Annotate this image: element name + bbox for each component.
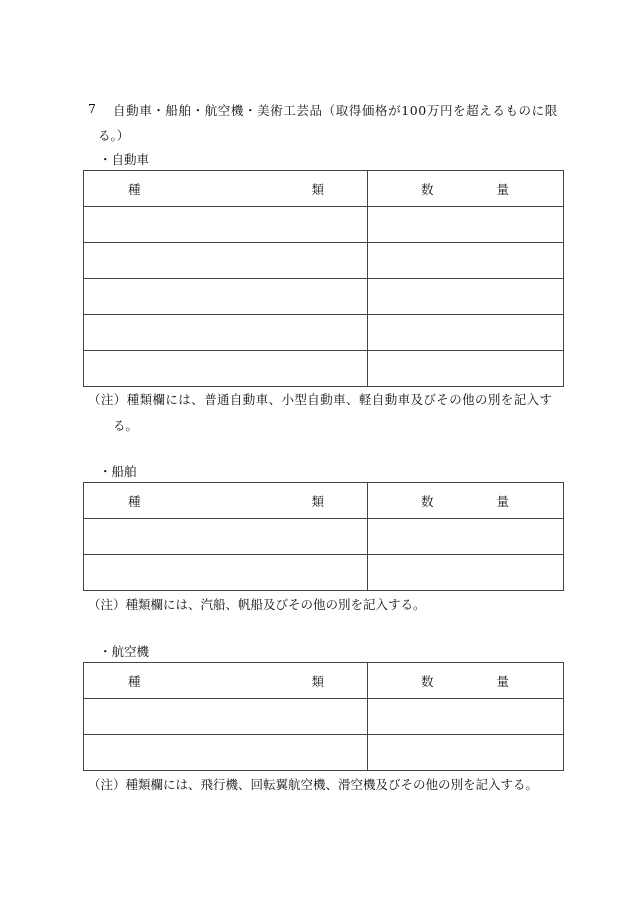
- table-row: [84, 735, 564, 771]
- table-row: [84, 243, 564, 279]
- kind-header-char1: 種: [128, 493, 141, 509]
- table-header-row: [84, 663, 564, 699]
- ship-note: （注）種類欄には、汽船、帆船及びその他の別を記入する。: [88, 597, 426, 612]
- section-title-car: ・自動車: [99, 152, 150, 167]
- quantity-header-char2: 量: [496, 493, 509, 509]
- kind-header-char2: 類: [311, 493, 324, 509]
- kind-cell[interactable]: [84, 315, 368, 351]
- car-note-line1: （注）種類欄には、普通自動車、小型自動車、軽自動車及びその他の別を記入す: [88, 392, 553, 407]
- quantity-header-cell: [368, 663, 564, 699]
- kind-cell[interactable]: [84, 519, 368, 555]
- car-note-line2: る。: [113, 418, 139, 433]
- kind-cell[interactable]: [84, 207, 368, 243]
- table-row: [84, 351, 564, 387]
- kind-cell[interactable]: [84, 351, 368, 387]
- quantity-cell[interactable]: [368, 519, 564, 555]
- heading-number: 7: [88, 101, 96, 116]
- kind-cell[interactable]: [84, 279, 368, 315]
- table-row: [84, 207, 564, 243]
- kind-cell[interactable]: [84, 555, 368, 591]
- heading-text-line2: る。）: [98, 128, 130, 143]
- quantity-header-char1: 数: [421, 673, 434, 689]
- section-title-ship: ・船舶: [99, 464, 137, 479]
- quantity-cell[interactable]: [368, 243, 564, 279]
- kind-cell[interactable]: [84, 699, 368, 735]
- kind-header-char1: 種: [128, 673, 141, 689]
- quantity-cell[interactable]: [368, 351, 564, 387]
- kind-header-char2: 類: [311, 181, 324, 197]
- car-table: [83, 170, 564, 387]
- quantity-cell[interactable]: [368, 279, 564, 315]
- table-row: [84, 315, 564, 351]
- table-row: [84, 699, 564, 735]
- table-row: [84, 555, 564, 591]
- kind-cell[interactable]: [84, 735, 368, 771]
- heading-text-line1: 自動車・船舶・航空機・美術工芸品（取得価格が100万円を超えるものに限: [113, 103, 558, 118]
- aircraft-note: （注）種類欄には、飛行機、回転翼航空機、滑空機及びその他の別を記入する。: [88, 777, 539, 792]
- table-header-row: [84, 483, 564, 519]
- kind-header-cell: [84, 483, 368, 519]
- quantity-header-cell: [368, 483, 564, 519]
- quantity-header-char1: 数: [421, 493, 434, 509]
- table-row: [84, 279, 564, 315]
- quantity-header-char2: 量: [496, 181, 509, 197]
- aircraft-table: [83, 662, 564, 771]
- ship-table: [83, 482, 564, 591]
- section-title-aircraft: ・航空機: [99, 644, 150, 659]
- kind-cell[interactable]: [84, 243, 368, 279]
- quantity-header-cell: [368, 171, 564, 207]
- quantity-cell[interactable]: [368, 735, 564, 771]
- kind-header-cell: [84, 171, 368, 207]
- quantity-cell[interactable]: [368, 555, 564, 591]
- quantity-cell[interactable]: [368, 207, 564, 243]
- kind-header-cell: [84, 663, 368, 699]
- table-header-row: [84, 171, 564, 207]
- kind-header-char1: 種: [128, 181, 141, 197]
- quantity-cell[interactable]: [368, 315, 564, 351]
- quantity-header-char2: 量: [496, 673, 509, 689]
- quantity-header-char1: 数: [421, 181, 434, 197]
- quantity-cell[interactable]: [368, 699, 564, 735]
- kind-header-char2: 類: [311, 673, 324, 689]
- table-row: [84, 519, 564, 555]
